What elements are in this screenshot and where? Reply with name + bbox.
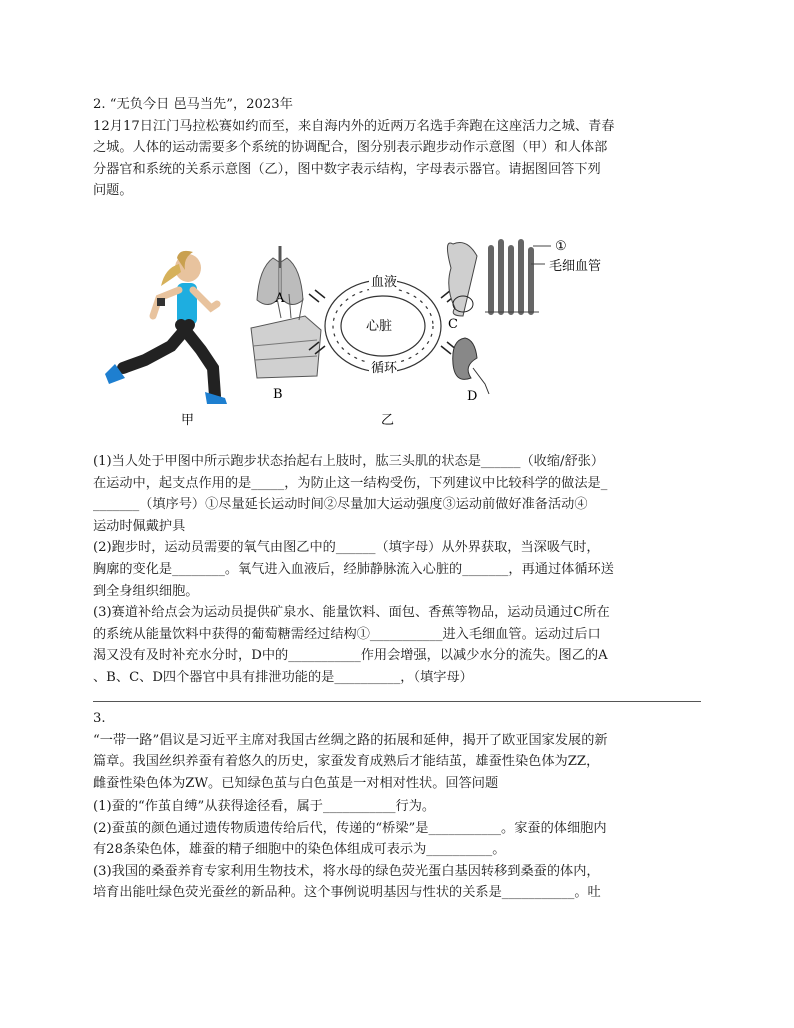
text-line: 、B、C、D四个器官中具有排泄功能的是__________，（填字母）	[93, 669, 473, 685]
text-line: (3)我国的桑蚕养育专家利用生物技术，将水母的绿色荧光蛋白基因转移到桑蚕的体内，	[93, 863, 600, 879]
text-line: (2)蚕茧的颜色通过遗传物质遗传给后代，传递的“桥梁”是___________。家蚕的体细胞内	[93, 820, 607, 836]
text-line: 2. “无负今日 邑马当先”，2023年	[93, 97, 293, 112]
question-2-figure	[93, 228, 705, 438]
section-divider	[93, 701, 701, 702]
text-line: 问题。	[93, 183, 133, 199]
label-circulation: 循环	[371, 361, 398, 376]
text-line: 在运动中，起支点作用的是_____，为防止这一结构受伤，下列建议中比较科学的做法是_	[93, 475, 608, 491]
skin-icon	[251, 294, 321, 378]
intestine-icon	[447, 242, 551, 316]
label-organ-b: B	[273, 387, 283, 402]
text-line: 雌蚕性染色体为ZW。已知绿色茧与白色茧是一对相对性状。回答问题	[93, 775, 499, 791]
text-line: (1)蚕的“作茧自缚”从获得途径看，属于___________行为。	[93, 799, 436, 814]
text-line: _______（填序号）①尽量延长运动时间②尽量加大运动强度③运动前做好准备活动④	[93, 497, 588, 513]
text-line: 渴又没有及时补充水分时，D中的___________作用会增强，以减少水分的流失。图乙的A	[93, 648, 608, 664]
text-line: 篇章。我国丝织养蚕有着悠久的历史，家蚕发育成熟后才能结茧，雄蚕性染色体为ZZ，	[93, 754, 600, 770]
text-line: 3.	[93, 711, 106, 726]
text-line: 运动时佩戴护具	[93, 518, 186, 534]
label-jia: 甲	[181, 413, 195, 428]
label-heart: 心脏	[366, 319, 393, 334]
text-line: 到全身组织细胞。	[93, 583, 199, 599]
text-line: 12月17日江门马拉松赛如约而至，来自海内外的近两万名选手奔跑在这座活力之城、青春	[93, 118, 615, 134]
question-2-subquestions	[93, 451, 705, 689]
question-3-subquestions	[93, 796, 705, 904]
label-organ-a: A	[275, 291, 285, 306]
text-line: (3)赛道补给点会为运动员提供矿泉水、能量饮料、面包、香蕉等物品，运动员通过C所在	[93, 605, 610, 621]
question-2-intro	[93, 94, 705, 202]
runner-illustration	[105, 251, 227, 404]
label-organ-c: C	[448, 317, 458, 332]
label-organ-d: D	[467, 389, 478, 404]
text-line: 之城。人体的运动需要多个系统的协调配合，图分别表示跑步动作示意图（甲）和人体部	[93, 140, 608, 156]
text-line: 有28条染色体，雄蚕的精子细胞中的染色体组成可表示为__________。	[93, 842, 506, 858]
label-blood: 血液	[371, 275, 398, 290]
text-line: “一带一路”倡议是习近平主席对我国古丝绸之路的拓展和延伸，揭开了欧亚国家发展的新	[93, 732, 608, 748]
text-line: 胸廓的变化是________。氧气进入血液后，经肺静脉流入心脏的_______，再通过体循环送	[93, 561, 614, 577]
label-marker-1: ①	[555, 239, 567, 254]
label-capillary: 毛细血管	[549, 259, 602, 274]
text-line: 的系统从能量饮料中获得的葡萄糖需经过结构①___________进入毛细血管。运动过后口	[93, 626, 601, 642]
text-line: (2)跑步时，运动员需要的氧气由图乙中的______（填字母）从外界获取，当深吸气时，	[93, 540, 600, 556]
question-3-intro	[93, 708, 705, 794]
text-line: 培育出能吐绿色荧光蚕丝的新品种。这个事例说明基因与性状的关系是___________。吐	[93, 885, 601, 901]
kidney-icon	[453, 338, 489, 394]
text-line: 分器官和系统的关系示意图（乙），图中数字表示结构，字母表示器官。请据图回答下列	[93, 161, 601, 177]
text-line: (1)当人处于甲图中所示跑步状态抬起右上肢时，肱三头肌的状态是______（收缩/舒张）	[93, 454, 605, 469]
label-yi: 乙	[381, 413, 395, 428]
